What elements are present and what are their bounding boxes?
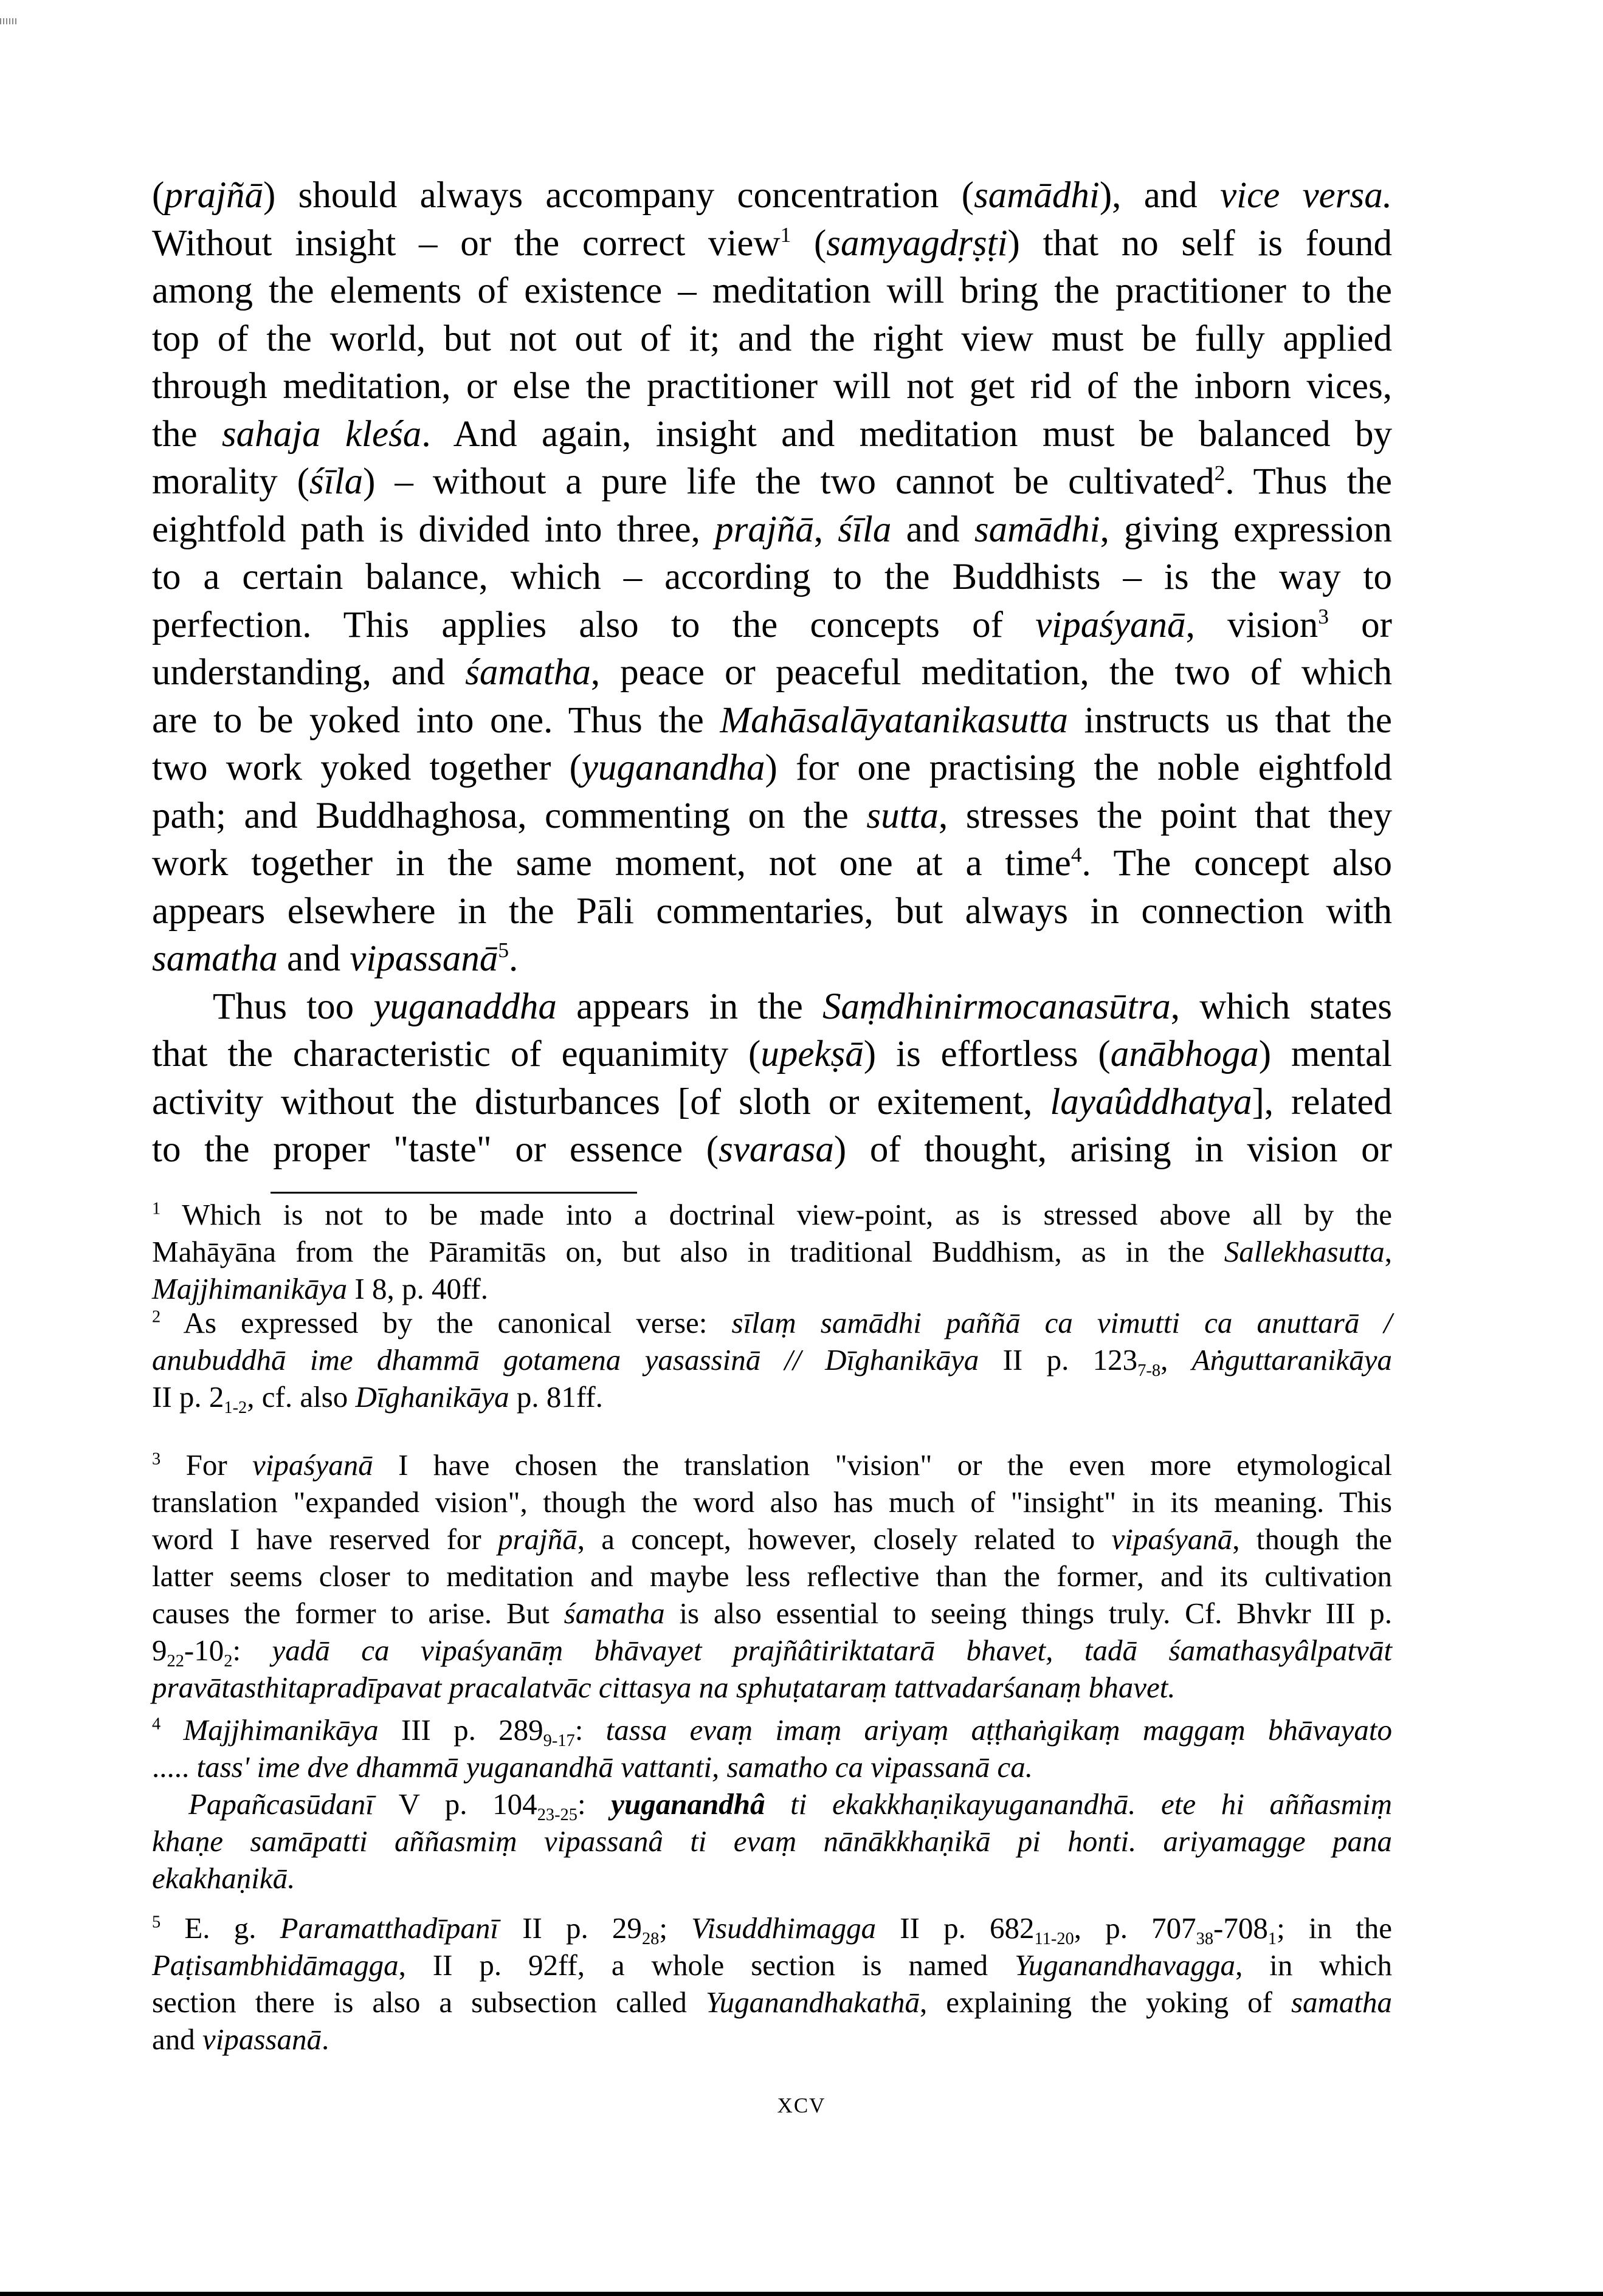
text-line [152,1786,1392,1823]
italic-term: anābhoga [1110,1034,1259,1074]
text-run: 9 [152,1634,167,1667]
text-run: V p. 104 [373,1787,537,1821]
footnote-marker: 1 [780,222,791,247]
italic-term: vipaśyanā [252,1448,373,1482]
text-line [152,1823,1392,1860]
italic-term: khaṇe samāpatti aññasmiṃ vipassanâ ti evaṃ nānākkhaṇikā pi honti. ariyamagge pana [152,1824,1392,1858]
footnote-marker: 3 [1318,603,1329,628]
text-run: . The concept also [1081,843,1392,884]
italic-term: Dīghanikāya [825,1343,979,1377]
text-run: two work yoked together ( [152,748,582,788]
text-line [152,1304,1392,1341]
text-run: II p. 682 [876,1911,1035,1945]
text-run: , a concept, however, closely related to [577,1522,1112,1556]
text-line [152,649,1392,697]
text-run: , p. 707 [1074,1911,1196,1945]
italic-term: sahaja kleśa [221,413,422,455]
text-line [152,840,1392,888]
text-run: through meditation, or else the practitioner will not get rid of the inborn vices, [152,366,1392,407]
footnote-marker: 2 [1214,461,1226,486]
italic-term: samādhi [974,175,1100,216]
footnote-marker: 4 [152,1714,161,1734]
italic-term: yadā ca vipaśyanāṃ bhāvayet prajñâtiriktatarā bhavet, tadā śamathasyâlpatvāt [272,1634,1392,1667]
text-run: latter seems closer to meditation and maybe less reflective than the former, and its cultivation [152,1559,1392,1593]
footnote-marker: 1 [152,1199,161,1218]
text-run: appears in the [556,986,822,1027]
text-line [152,1483,1392,1521]
text-run: -708 [1213,1911,1268,1945]
footnote-marker: 5 [498,938,509,963]
italic-term: pravātasthitapradīpavat pracalatvāc cittasya na sphuṭataraṃ tattvadarśanaṃ bhavet. [152,1671,1176,1704]
text-run: causes the former to arise. But [152,1597,564,1630]
text-line [152,2021,1392,2058]
footnote-3 [152,1446,1392,1706]
text-line [152,792,1392,840]
text-line [152,506,1392,554]
text-run: : [577,1787,612,1821]
italic-term: yuganandha [581,748,765,788]
text-run: that the characteristic of equanimity ( [152,1034,761,1074]
text-run: ) for one practising the noble eightfold [765,748,1392,788]
text-run: ) of thought, arising in vision or [833,1129,1392,1170]
text-line [152,1521,1392,1558]
text-run: and [891,509,974,550]
italic-term: Paramatthadīpanī [280,1911,499,1945]
text-run: Without insight – or the correct view [152,222,781,264]
text-run: ) should always accompany concentration ( [263,175,974,216]
text-run: ( [152,175,165,216]
footnote-marker: 2 [152,1307,161,1327]
italic-term: ti ekakkhaṇikayuganandhā. ete hi aññasmiṃ [765,1787,1392,1821]
text-run: . [509,938,519,979]
text-run: , II p. 92ff, a whole section is named [398,1948,1015,1982]
text-run: instructs us that the [1068,699,1392,741]
text-run: ) – without a pure life the two cannot be cultivated [363,461,1215,502]
text-run: section there is also a subsection called [152,1985,706,2019]
italic-term: Yuganandhavagga [1015,1948,1236,1982]
text-run: . Thus the [1225,461,1393,502]
italic-term: ekakhaṇikā. [152,1861,295,1895]
text-line [152,935,1392,983]
text-run: morality ( [152,461,309,502]
text-line [152,1909,1392,1947]
text-run: the [152,413,222,455]
italic-term: Papañcasūdanī [188,1787,374,1821]
text-run: to a certain balance, which – according to the Buddhists – is the way to [152,557,1392,597]
italic-term: śamatha [465,652,591,693]
italic-term: tassa evaṃ imaṃ ariyaṃ aṭṭhaṅgikaṃ maggaṃ bhāvayato [605,1713,1392,1747]
text-run: . And again, insight and meditation must be balanced by [421,413,1392,455]
italic-term: prajñā [715,509,814,550]
footnote-marker: 3 [152,1449,161,1469]
text-run: are to be yoked into one. Thus the [152,699,720,741]
text-run: II p. 2 [152,1380,224,1414]
footnote-5 [152,1909,1392,2058]
text-run: ) is effortless ( [863,1034,1111,1074]
text-run: work together in the same moment, not one at a time [152,843,1071,884]
text-run: ], related [1252,1081,1393,1122]
italic-term: Saṃdhinirmocanasūtra [822,986,1171,1027]
text-line [152,1947,1392,1984]
text-run: : [574,1713,606,1747]
text-run: , [1160,1343,1192,1377]
italic-term: Majjhimanikāya [183,1713,379,1747]
text-run: is also essential to seeing things truly. Cf. Bhvkr III p. [664,1597,1393,1630]
text-run: word I have reserved for [152,1522,498,1556]
line-reference-subscript: 28 [641,1929,660,1948]
text-line [152,363,1392,411]
italic-term: sutta [866,795,939,836]
text-line [152,983,1392,1031]
text-run: , in which [1235,1948,1392,1982]
line-reference-subscript: 11-20 [1034,1929,1074,1948]
italic-term: Mahāsalāyatanikasutta [720,699,1068,741]
italic-term: samatha [152,938,278,979]
italic-term: sīlaṃ samādhi paññā ca vimutti ca anuttarā / [731,1306,1392,1339]
italic-term: upekṣā [760,1034,864,1074]
text-run: I have chosen the translation "vision" or the even more etymological [373,1448,1392,1482]
text-run: , though the [1232,1522,1392,1556]
italic-term: anubuddhā ime dhammā gotamena yasassinā // [152,1343,801,1377]
text-line [152,602,1392,650]
text-run: III p. 289 [378,1713,543,1747]
italic-term: samatha [1291,1985,1393,2019]
text-run: , vision [1185,604,1319,645]
text-run: ), and [1099,175,1221,216]
italic-term: śīla [309,461,364,502]
text-run: eightfold path is divided into three, [152,509,715,550]
text-run: , [1384,1235,1392,1268]
text-run [160,1713,183,1747]
italic-term: prajñā [164,175,264,216]
text-line [152,1341,1392,1378]
text-run: understanding, and [152,652,466,693]
text-line [152,1632,1392,1669]
line-reference-subscript: 23-25 [537,1805,577,1824]
italic-term: Sallekhasutta [1224,1235,1385,1268]
text-line [152,1233,1392,1270]
text-line [152,172,1392,220]
footnote-marker: 5 [152,1913,161,1932]
text-line [152,1984,1392,2021]
page-number: xcv [777,2085,826,2119]
text-run: and [277,938,350,979]
text-line [152,458,1392,506]
italic-term: śamatha [564,1597,665,1630]
line-reference-subscript: 7-8 [1137,1361,1161,1380]
italic-term: Dīghanikāya [355,1380,509,1414]
italic-term: vice versa. [1220,175,1392,216]
text-line [152,1860,1392,1897]
text-run: ; [659,1911,692,1945]
line-reference-subscript: 22 [167,1651,184,1671]
text-run: : [232,1634,272,1667]
text-line [152,554,1392,602]
italic-term: śīla [838,509,892,550]
italic-term: layaûddhatya [1050,1081,1252,1122]
line-reference-subscript: 38 [1196,1929,1214,1948]
text-run: or [1328,604,1392,645]
italic-term: samādhi [974,509,1100,550]
text-line [152,1711,1392,1748]
text-run: As expressed by the canonical verse: [160,1306,732,1339]
text-run: ) mental [1258,1034,1392,1074]
text-run: Which is not to be made into a doctrinal view-point, as is stressed above all by the [160,1198,1392,1231]
footnote-separator-rule [271,1192,637,1194]
italic-term: Visuddhimagga [691,1911,877,1945]
text-run: . [322,2023,329,2056]
footnote-4 [152,1711,1392,1897]
text-run: perfection. This applies also to the concepts of [152,604,1036,645]
text-run: , peace or peaceful meditation, the two of which [590,652,1392,693]
text-run: ) that no self is found [1007,222,1392,264]
text-line [152,315,1392,363]
text-line [152,697,1392,745]
text-run: -10 [184,1634,224,1667]
italic-term: vipaśyanā [1035,604,1186,645]
italic-term: svarasa [719,1129,834,1170]
text-line [152,1558,1392,1595]
text-run: Mahāyāna from the Pāramitās on, but also in traditional Buddhism, as in the [152,1235,1224,1268]
text-line [152,1079,1392,1127]
text-run: appears elsewhere in the Pāli commentaries, but always in connection with [152,890,1392,932]
text-line [152,1595,1392,1632]
text-line [152,220,1392,268]
italic-term: Aṅguttaranikāya [1191,1343,1392,1377]
text-run: and [152,2023,202,2056]
text-run: p. 81ff. [509,1380,603,1414]
text-run: ( [791,222,827,264]
line-reference-subscript: 1 [1267,1929,1277,1948]
text-run: activity without the disturbances [of sloth or exitement, [152,1081,1050,1122]
text-run: , giving expression [1100,509,1393,550]
text-run: II p. 123 [979,1343,1138,1377]
text-line [152,1669,1392,1706]
main-body-text [152,172,1392,1174]
footnote-2 [152,1304,1392,1415]
text-run: , cf. also [247,1380,356,1414]
italic-term: vipassanā [350,938,498,979]
italic-term: Paṭisambhidāmagga [152,1948,399,1982]
text-line [152,1196,1392,1233]
italic-term: vipaśyanā [1111,1522,1233,1556]
italic-term: prajñā [498,1522,577,1556]
text-run: , which states [1170,986,1392,1027]
italic-term: tass' ime dve dhammā yuganandhā vattanti, samatho ca vipassanā ca. [196,1750,1033,1784]
footnote-marker: 4 [1070,842,1082,867]
scan-artifact [0,18,18,24]
text-run: path; and Buddhaghosa, commenting on the [152,795,867,836]
text-run: , explaining the yoking of [920,1985,1291,2019]
text-run: among the elements of existence – meditation will bring the practitioner to the [152,270,1392,311]
text-line [152,1748,1392,1786]
text-line [152,1446,1392,1483]
italic-term: samyagdṛṣṭi [826,222,1008,264]
text-run: II p. 29 [498,1911,642,1945]
scan-bottom-border [0,2292,1603,2296]
text-run: translation "expanded vision", though the word also has much of "insight" in its meaning. This [152,1485,1392,1519]
text-line [152,411,1392,459]
text-line [152,1031,1392,1079]
text-run: ..... [152,1750,197,1784]
text-run: I 8, p. 40ff. [347,1272,488,1305]
text-line [152,744,1392,792]
text-line [152,1126,1392,1174]
text-line [152,1378,1392,1415]
line-reference-subscript: 1-2 [224,1398,247,1417]
line-reference-subscript: 9-17 [543,1731,575,1750]
text-run [801,1343,825,1377]
text-run: E. g. [160,1911,280,1945]
text-run: top of the world, but not out of it; and the right view must be fully applied [152,318,1392,359]
text-run: For [160,1448,253,1482]
text-line [152,267,1392,315]
text-run: Thus too [213,986,374,1027]
text-run: to the proper "taste" or essence ( [152,1129,719,1170]
italic-term: vipassanā [202,2023,322,2056]
italic-term: yuganandhâ [611,1787,765,1821]
text-run: , [813,509,838,550]
italic-term: Yuganandhakathā [705,1985,920,2019]
text-line [152,1270,1392,1307]
italic-term: Majjhimanikāya [152,1272,348,1305]
text-run: , stresses the point that they [939,795,1392,836]
text-line [152,888,1392,936]
italic-term: yuganaddha [373,986,557,1027]
line-reference-subscript: 2 [224,1651,233,1671]
text-run: ; in the [1277,1911,1393,1945]
footnote-1 [152,1196,1392,1307]
